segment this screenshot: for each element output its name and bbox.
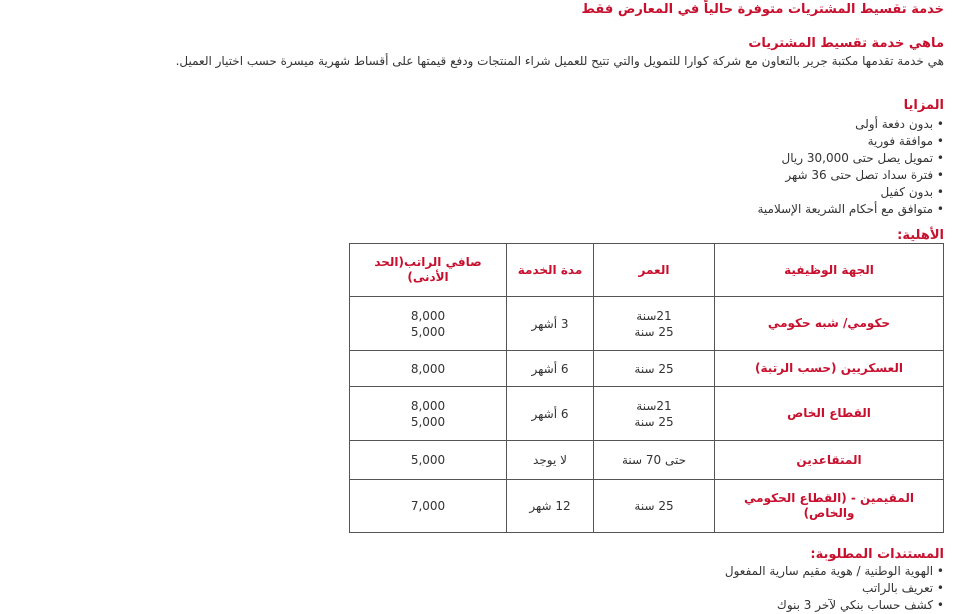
header-sector: الجهة الوظيفية [715, 244, 944, 297]
row-service: 6 أشهر [507, 351, 594, 387]
advantage-item: • موافقة فورية [757, 133, 944, 150]
row-salary: 8,000 [350, 351, 507, 387]
table-row [350, 297, 944, 351]
page-header: خدمة تقسيط المشتريات متوفرة حالياً في المعارض فقط [581, 2, 944, 17]
row-age: حتى 70 سنة [594, 441, 715, 480]
header-salary-text: صافي الراتب(الحد الأدنى) [374, 255, 482, 284]
row-service: 3 أشهر [507, 297, 594, 351]
row-sector: المقيمين - (القطاع الحكومي والخاص) [715, 480, 944, 533]
documents-title: المستندات المطلوبة: [810, 547, 944, 562]
row-salary: 8,000 5,000 [350, 297, 507, 351]
advantages-list [757, 116, 944, 218]
eligibility-table [349, 243, 944, 533]
advantage-item: • بدون كفيل [757, 184, 944, 201]
eligibility-table-wrapper [349, 243, 944, 533]
header-service: مدة الخدمة [507, 244, 594, 297]
header-salary [350, 244, 507, 297]
what-is-description: هي خدمة تقدمها مكتبة جرير بالتعاون مع شركة كوارا للتمويل والتي تتيح للعميل شراء المنتجات ودفع قيمتها على أقساط شهرية ميسرة حسب اختيار العميل. [175, 54, 944, 68]
advantages-title: المزايا [903, 98, 944, 113]
table-row [350, 480, 944, 533]
documents-list [725, 563, 944, 614]
row-salary: 7,000 [350, 480, 507, 533]
row-age: 21سنة 25 سنة [594, 387, 715, 441]
row-age: 21سنة 25 سنة [594, 297, 715, 351]
row-sector: حكومي/ شبه حكومي [715, 297, 944, 351]
what-is-title: ماهي خدمة تقسيط المشتريات [748, 36, 944, 51]
row-sector: المتقاعدين [715, 441, 944, 480]
row-service: 12 شهر [507, 480, 594, 533]
advantage-item: • متوافق مع أحكام الشريعة الإسلامية [757, 201, 944, 218]
table-header-row [350, 244, 944, 297]
table-row [350, 387, 944, 441]
row-sector: العسكريين (حسب الرتبة) [715, 351, 944, 387]
advantage-item: • بدون دفعة أولى [757, 116, 944, 133]
row-service: لا يوجد [507, 441, 594, 480]
row-sector: القطاع الخاص [715, 387, 944, 441]
row-salary: 5,000 [350, 441, 507, 480]
row-service: 6 أشهر [507, 387, 594, 441]
row-age: 25 سنة [594, 480, 715, 533]
table-row [350, 351, 944, 387]
document-item: • الهوية الوطنية / هوية مقيم سارية المفعول [725, 563, 944, 580]
row-salary: 8,000 5,000 [350, 387, 507, 441]
row-age: 25 سنة [594, 351, 715, 387]
document-item: • كشف حساب بنكي لآخر 3 بنوك [725, 597, 944, 614]
eligibility-title: الأهلية: [897, 228, 944, 243]
header-age: العمر [594, 244, 715, 297]
table-row [350, 441, 944, 480]
advantage-item: • فترة سداد تصل حتى 36 شهر [757, 167, 944, 184]
document-item: • تعريف بالراتب [725, 580, 944, 597]
advantage-item: • تمويل يصل حتى 30,000 ريال [757, 150, 944, 167]
